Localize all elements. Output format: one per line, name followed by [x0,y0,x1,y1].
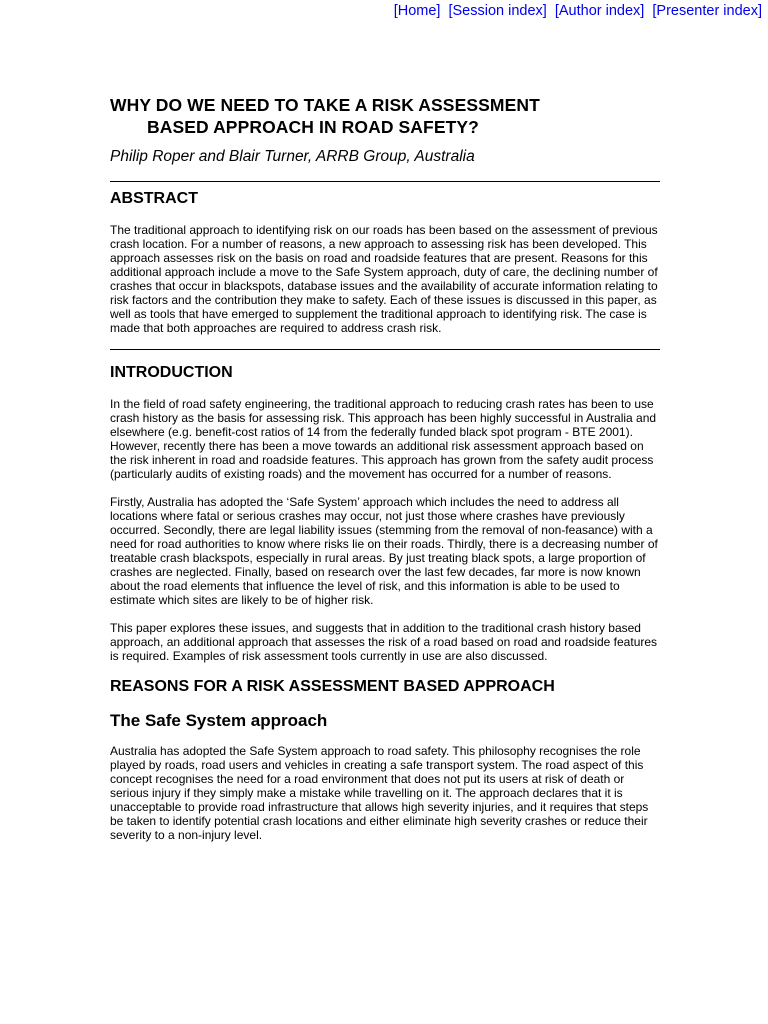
reasons-heading: REASONS FOR A RISK ASSESSMENT BASED APPROACH [110,678,555,695]
paper-body [110,94,660,842]
home-link[interactable]: [Home] [393,3,441,19]
divider-after-authors [110,181,660,182]
paper-title-line-1: WHY DO WE NEED TO TAKE A RISK ASSESSMENT [110,95,540,115]
divider-after-abstract [110,349,660,350]
abstract-text: The traditional approach to identifying risk on our roads has been based on the assessment of previous crash location. For a number of reasons, a new approach to assessing risk has been developed. This approach assesses risk on the basis on road and roadside features that are present. Reasons for this additional approach include a move to the Safe System approach, duty of care, the declining number of crashes that occur in blackspots, database issues and the availability of accurate information relating to risk factors and the contribution they make to safety. Each of these issues is discussed in this paper, as well as tools that have emerged to supplement the traditional approach to identifying risk. The case is made that both approaches are required to address crash risk. [110,223,658,335]
introduction-paragraph-1: In the field of road safety engineering, the traditional approach to reducing crash rates has been to use crash history as the basis for assessing risk. This approach has been highly successful in Australia and elsewhere (e.g. benefit-cost ratios of 14 from the federally funded black spot program - BTE 2001). However, recently there has been a move towards an additional risk assessment approach based on the risk inherent in road and roadside features. This approach has grown from the safety audit process (particularly audits of existing roads) and the movement has occurred for a number of reasons. [110,397,657,481]
presenter-index-link[interactable]: [Presenter index] [652,3,762,19]
abstract-heading: ABSTRACT [110,190,198,207]
author-index-link[interactable]: [Author index] [554,3,645,19]
introduction-heading: INTRODUCTION [110,364,233,381]
session-index-link[interactable]: [Session index] [448,3,547,19]
introduction-paragraph-3: This paper explores these issues, and suggests that in addition to the traditional crash history based approach, an additional approach that assesses the risk of a road based on road and roadside features is required. Examples of risk assessment tools currently in use are also discussed. [110,621,658,663]
top-navigation [390,2,762,20]
paper-title-line-2: BASED APPROACH IN ROAD SAFETY? [147,117,479,137]
paper-title [110,94,660,138]
safe-system-paragraph: Australia has adopted the Safe System approach to road safety. This philosophy recognises the role played by roads, road users and vehicles in creating a safe transport system. The road aspect of this concept recognises the need for a road environment that does not put its users at risk of death or serious injury if they simply make a mistake while travelling on it. The approach declares that it is unacceptable to provide road infrastructure that allows high severity injuries, and it requires that steps be taken to identify potential crash locations and either eliminate high severity crashes or reduce their severity to a non-injury level. [110,744,649,842]
safe-system-subheading: The Safe System approach [110,711,328,730]
introduction-paragraph-2: Firstly, Australia has adopted the ‘Safe System’ approach which includes the need to address all locations where fatal or serious crashes may occur, not just those where crashes have previously occurred. Secondly, there are legal liability issues (stemming from the removal of non-feasance) with a need for road authorities to know where risks lie on their roads. Thirdly, there is a decreasing number of treatable crash blackspots, especially in rural areas. By just treating black spots, a large proportion of crashes are neglected. Finally, based on research over the last few decades, far more is now known about the road elements that influence the level of risk, and this information is able to be used to estimate which sites are likely to be of higher risk. [110,495,658,607]
paper-authors: Philip Roper and Blair Turner, ARRB Group, Australia [110,148,475,165]
